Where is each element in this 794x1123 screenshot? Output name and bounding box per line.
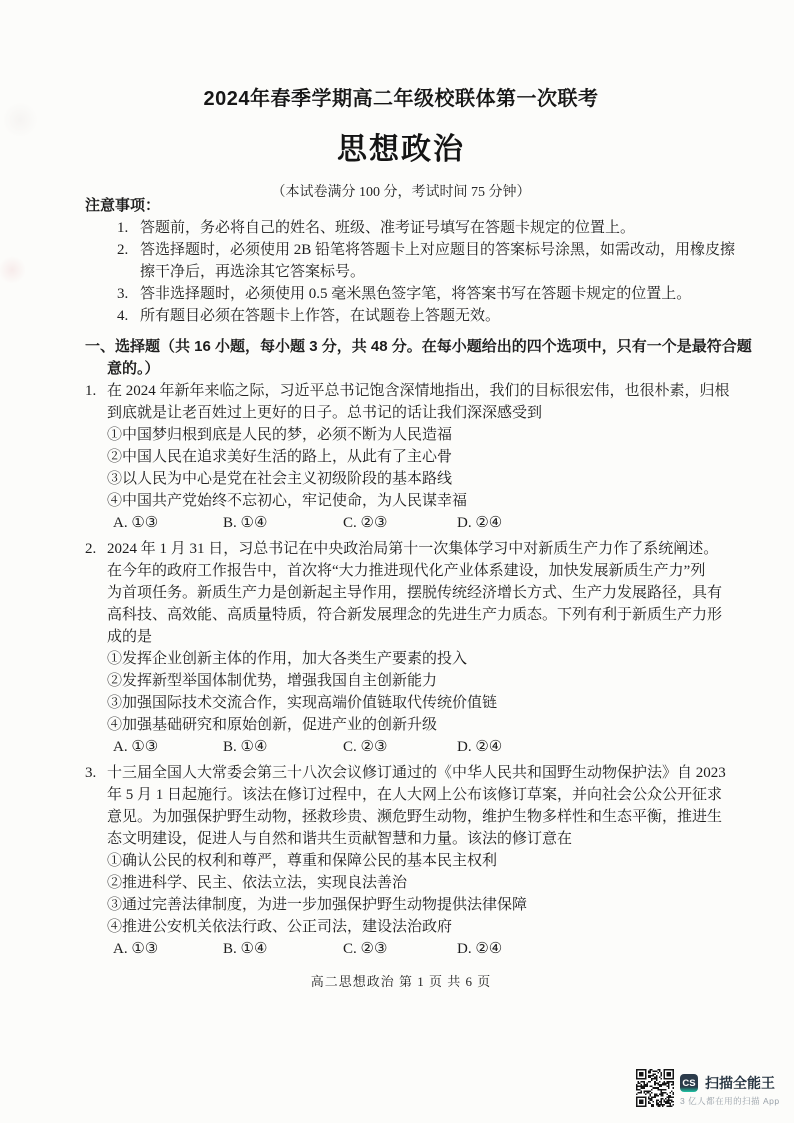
camscanner-tagline: 3 亿人都在用的扫描 App (680, 1096, 780, 1106)
choice-c: C. ②③ (343, 515, 388, 531)
question-stem-line: 态文明建设，促进人与自然和谐共生贡献智慧和力量。该法的修订意在 (107, 831, 573, 847)
notice-item-text: 所有题目必须在答题卡上作答，在试题卷上答题无效。 (140, 308, 501, 324)
question-stem-line: 年 5 月 1 日起施行。该法在修订过程中，在人大网上公布该修订草案，并向社会公众公开征求 (107, 787, 723, 803)
question-1 (85, 380, 745, 534)
section-heading (85, 336, 752, 380)
statement-line: ④推进公安机关依法行政、公正司法，建设法治政府 (107, 919, 453, 935)
camscanner-watermark (636, 1069, 786, 1109)
notice-item (85, 239, 745, 283)
choice-d: D. ②④ (457, 941, 503, 957)
choice-b: B. ①④ (223, 515, 268, 531)
page-title: 2024年春季学期高二年级校联体第一次联考 (203, 88, 599, 110)
statement-line: ①发挥企业创新主体的作用，加大各类生产要素的投入 (107, 651, 468, 667)
notice-item-text: 答选择题时，必须使用 2B 铅笔将答题卡上对应题目的答案标号涂黑，如需改动，用橡皮擦 (140, 242, 736, 258)
notice-item (85, 283, 745, 305)
paper-header (85, 82, 717, 201)
notice-item-text: 答非选择题时，必须使用 0.5 毫米黑色签字笔，将答案书写在答题卡规定的位置上。 (140, 286, 692, 302)
choices-row (85, 938, 745, 960)
camscanner-logo-icon: CS (680, 1074, 698, 1092)
choices-row (85, 736, 745, 758)
statement-line: ②推进科学、民主、依法立法，实现良法善治 (107, 875, 408, 891)
notice-item (85, 217, 745, 239)
choice-c: C. ②③ (343, 739, 388, 755)
question-stem-line: 意见。为加强保护野生动物，拯救珍贵、濒危野生动物，维护生物多样性和生态平衡，推进生 (107, 809, 723, 825)
statement-line: ②发挥新型举国体制优势，增强我国自主创新能力 (107, 673, 438, 689)
section-heading-line: 意的。） (107, 360, 160, 377)
question-number: 3. (85, 765, 97, 781)
question-stem-line: 成的是 (107, 629, 153, 645)
choice-b: B. ①④ (223, 739, 268, 755)
choice-d: D. ②④ (457, 739, 503, 755)
page-footer: 高二思想政治 第 1 页 共 6 页 (310, 974, 492, 989)
choice-a: A. ①③ (113, 515, 159, 531)
camscanner-brand: 扫描全能王 (705, 1075, 775, 1091)
section-heading-line: 一、选择题（共 16 小题，每小题 3 分，共 48 分。在每小题给出的四个选项中，只有一个是最符合题 (85, 338, 752, 355)
question-stem-text: 在 2024 年新年来临之际，习近平总书记饱含深情地指出，我们的目标很宏伟，也很朴素，归根 (107, 383, 730, 399)
statement-line: ③加强国际技术交流合作，实现高端价值链取代传统价值链 (107, 695, 498, 711)
notice-item (85, 305, 745, 327)
statement-line: ①中国梦归根到底是人民的梦，必须不断为人民造福 (107, 427, 453, 443)
statement-line: ③以人民为中心是党在社会主义初级阶段的基本路线 (107, 471, 453, 487)
notice-item-number: 3. (117, 286, 129, 302)
notice-item-text: 擦干净后，再选涂其它答案标号。 (140, 264, 366, 280)
statement-line: ②中国人民在追求美好生活的路上，从此有了主心骨 (107, 449, 453, 465)
question-stem-line: 高科技、高效能、高质量特质，符合新发展理念的先进生产力质态。下列有利于新质生产力形 (107, 607, 723, 623)
statement-line: ③通过完善法律制度，为进一步加强保护野生动物提供法律保障 (107, 897, 528, 913)
question-stem-text: 2024 年 1 月 31 日，习总书记在中央政治局第十一次集体学习中对新质生产力作了系统阐述。 (107, 541, 719, 557)
choice-a: A. ①③ (113, 941, 159, 957)
statement-line: ④中国共产党始终不忘初心，牢记使命，为人民谋幸福 (107, 493, 468, 509)
question-number: 1. (85, 383, 97, 399)
exam-info: （本试卷满分 100 分，考试时间 75 分钟） (271, 185, 531, 200)
question-2 (85, 538, 745, 758)
question-stem-line: 在今年的政府工作报告中，首次将“大力推进现代化产业体系建设，加快发展新质生产力”列 (107, 563, 706, 579)
question-stem-line (85, 762, 745, 784)
question-number: 2. (85, 541, 97, 557)
notice-item-number: 2. (117, 242, 129, 258)
question-stem-text: 十三届全国人大常委会第三十八次会议修订通过的《中华人民共和国野生动物保护法》自 2023 (107, 765, 726, 781)
notice-item-text: 答题前，务必将自己的姓名、班级、准考证号填写在答题卡规定的位置上。 (140, 220, 636, 236)
notice-item-number: 1. (117, 220, 129, 236)
qr-code-icon (636, 1069, 674, 1107)
notice-heading: 注意事项： (85, 198, 161, 214)
choice-b: B. ①④ (223, 941, 268, 957)
question-stem-line: 到底就是让老百姓过上更好的日子。总书记的话让我们深深感受到 (107, 405, 543, 421)
question-3 (85, 762, 745, 960)
notice-item-number: 4. (117, 308, 129, 324)
choice-d: D. ②④ (457, 515, 503, 531)
question-stem-line: 为首项任务。新质生产力是创新起主导作用，摆脱传统经济增长方式、生产力发展路径，具有 (107, 585, 723, 601)
statement-line: ④加强基础研究和原始创新，促进产业的创新升级 (107, 717, 438, 733)
choice-c: C. ②③ (343, 941, 388, 957)
choice-a: A. ①③ (113, 739, 159, 755)
choices-row (85, 512, 745, 534)
subject-title: 思想政治 (337, 133, 465, 166)
statement-line: ①确认公民的权利和尊严，尊重和保障公民的基本民主权利 (107, 853, 498, 869)
question-stem-line (85, 538, 745, 560)
question-stem-line (85, 380, 745, 402)
notice-block (85, 195, 745, 327)
